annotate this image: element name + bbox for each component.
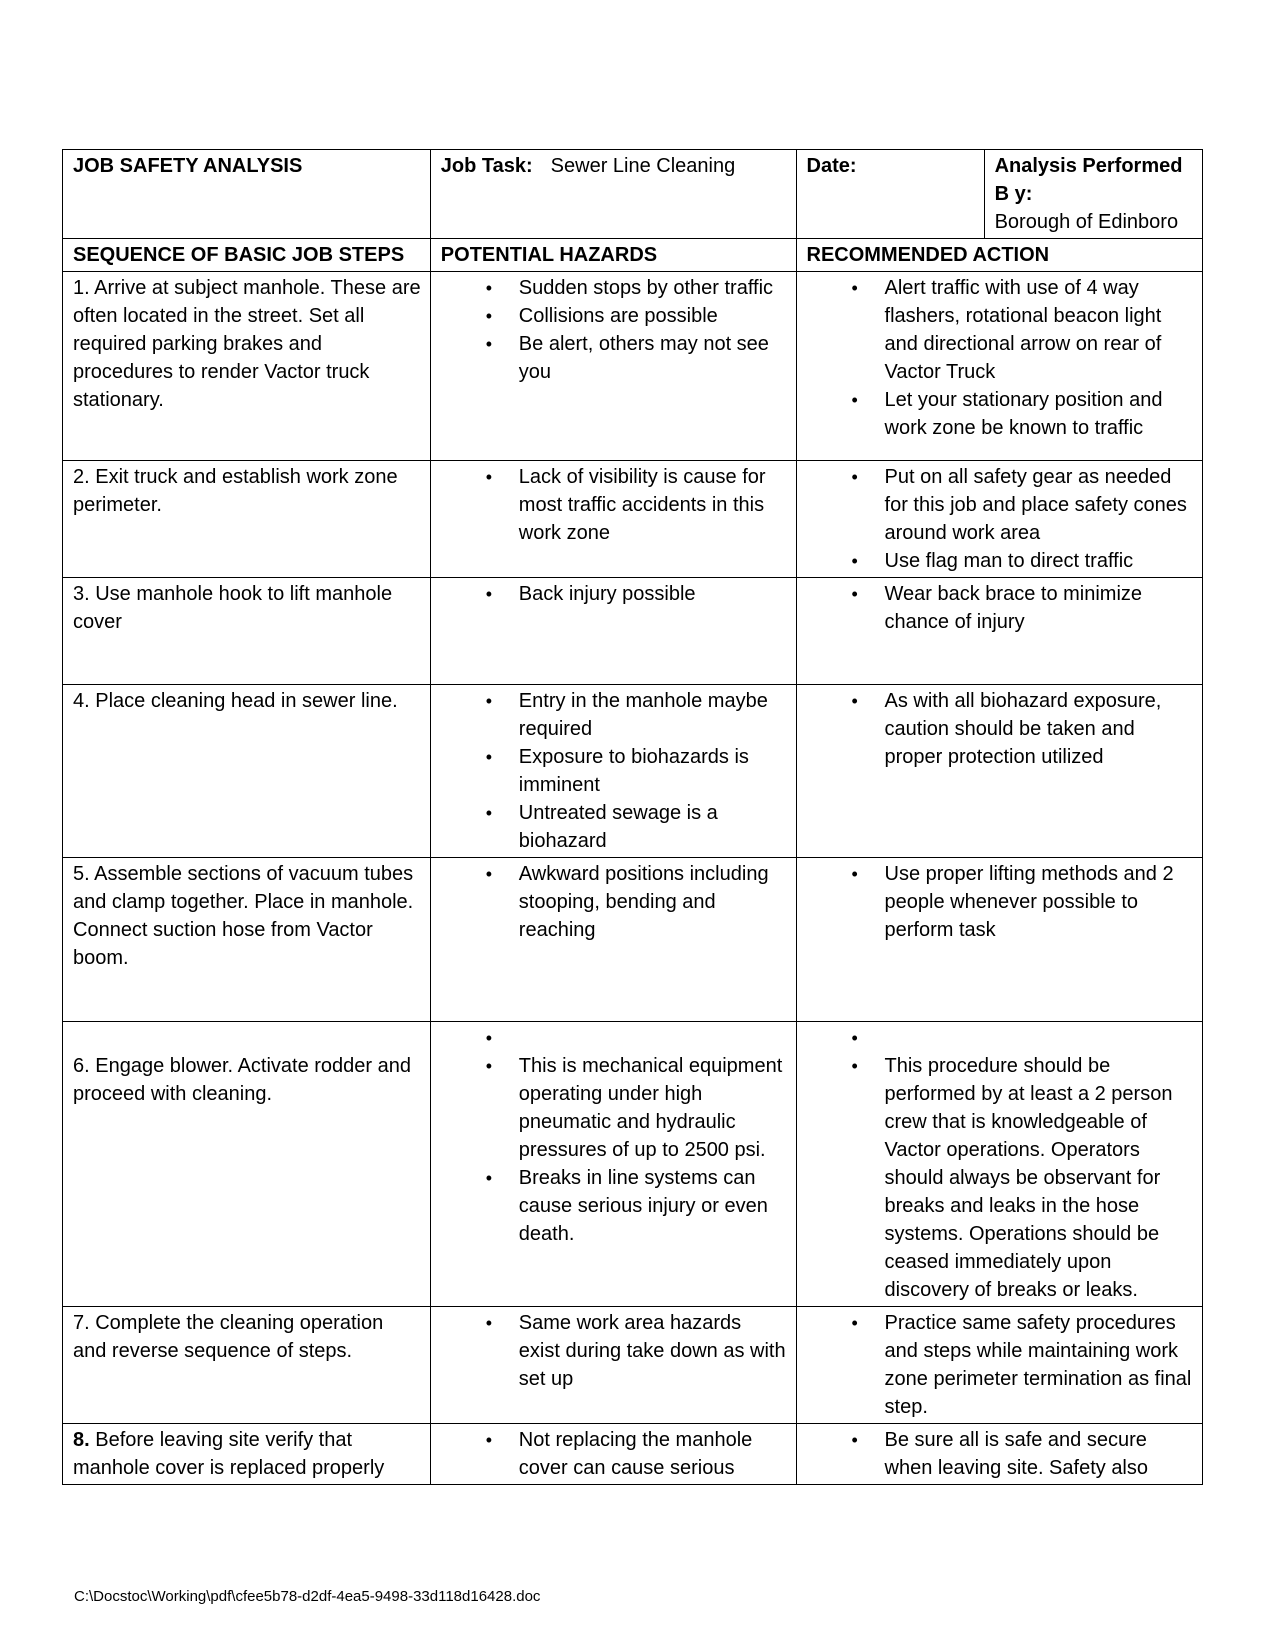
hazards-cell (430, 858, 796, 1022)
step-text: Before leaving site verify that manhole cover is replaced properly (73, 1429, 385, 1479)
hazard-item: • Entry in the manhole maybe required (441, 687, 788, 743)
action-item: • Be sure all is safe and secure when leaving site. Safety also (807, 1426, 1194, 1482)
hazard-item: • Untreated sewage is a biohazard (441, 799, 788, 855)
table-row (63, 685, 1203, 858)
action-item: • Practice same safety procedures and steps while maintaining work zone perimeter termination as final step. (807, 1309, 1194, 1421)
actions-cell (796, 1424, 1202, 1485)
performed-by-label: Analysis Performed B y: (994, 155, 1183, 205)
action-item: • Put on all safety gear as needed for this job and place safety cones around work area (807, 463, 1194, 547)
step-text: 6. Engage blower. Activate rodder and proceed with cleaning. (73, 1055, 412, 1105)
hazards-cell (430, 1022, 796, 1307)
step-cell (63, 461, 431, 578)
date-cell (796, 150, 984, 239)
table-row (63, 461, 1203, 578)
action-item: • As with all biohazard exposure, caution should be taken and proper protection utilized (807, 687, 1194, 771)
action-item: • Let your stationary position and work zone be known to traffic (807, 386, 1194, 442)
step-cell (63, 1307, 431, 1424)
hazards-cell (430, 1424, 796, 1485)
step-cell (63, 1022, 431, 1307)
actions-cell (796, 1307, 1202, 1424)
job-safety-analysis-table (62, 149, 1203, 1485)
jsa-title: JOB SAFETY ANALYSIS (73, 155, 303, 177)
hazard-item: • Exposure to biohazards is imminent (441, 743, 788, 799)
action-item (807, 1024, 1194, 1052)
action-item: • Use flag man to direct traffic (807, 547, 1194, 575)
header-row (63, 150, 1203, 239)
date-label: Date: (806, 155, 857, 177)
hazard-item: • Awkward positions including stooping, bending and reaching (441, 860, 788, 944)
actions-cell (796, 1022, 1202, 1307)
actions-cell (796, 858, 1202, 1022)
column-header-steps: SEQUENCE OF BASIC JOB STEPS (63, 239, 431, 272)
step-number: 8. (73, 1429, 90, 1451)
job-task-label: Job Task: (440, 155, 533, 177)
hazard-item: • Lack of visibility is cause for most traffic accidents in this work zone (441, 463, 788, 547)
actions-cell (796, 272, 1202, 461)
action-item: • Use proper lifting methods and 2 people whenever possible to perform task (807, 860, 1194, 944)
step-cell (63, 858, 431, 1022)
step-text: 7. Complete the cleaning operation and reverse sequence of steps. (73, 1312, 384, 1362)
hazard-item: • Be alert, others may not see you (441, 330, 788, 386)
hazard-item: • This is mechanical equipment operating under high pneumatic and hydraulic pressures of up to 2500 psi. (441, 1052, 788, 1164)
hazards-cell (430, 578, 796, 685)
step-text: 3. Use manhole hook to lift manhole cover (73, 583, 393, 633)
job-task-value: Sewer Line Cleaning (550, 155, 736, 177)
column-header-actions: RECOMMENDED ACTION (796, 239, 1202, 272)
hazards-cell (430, 461, 796, 578)
performed-by-cell (984, 150, 1202, 239)
hazards-cell (430, 1307, 796, 1424)
actions-cell (796, 461, 1202, 578)
step-cell (63, 1424, 431, 1485)
actions-cell (796, 578, 1202, 685)
hazard-item: • Not replacing the manhole cover can cause serious (441, 1426, 788, 1482)
table-row (63, 578, 1203, 685)
step-cell (63, 685, 431, 858)
table-row (63, 858, 1203, 1022)
step-cell (63, 272, 431, 461)
step-cell (63, 578, 431, 685)
step-text: 4. Place cleaning head in sewer line. (73, 690, 398, 712)
file-path-footer: C:\Docstoc\Working\pdf\cfee5b78-d2df-4ea5-9498-33d118d16428.doc (74, 1588, 541, 1605)
job-task-cell (430, 150, 796, 239)
hazard-item: • Same work area hazards exist during take down as with set up (441, 1309, 788, 1393)
hazard-item (441, 1024, 788, 1052)
hazard-item: • Back injury possible (441, 580, 788, 608)
column-header-row (63, 239, 1203, 272)
step-text: 5. Assemble sections of vacuum tubes and clamp together. Place in manhole. Connect suction hose from Vactor boom. (73, 863, 414, 969)
hazard-item: • Sudden stops by other traffic (441, 274, 788, 302)
hazard-item: • Breaks in line systems can cause serious injury or even death. (441, 1164, 788, 1248)
table-row (63, 1307, 1203, 1424)
step-text: 1. Arrive at subject manhole. These are often located in the street. Set all required parking brakes and procedures to render Vactor truck stationary. (73, 277, 421, 411)
actions-cell (796, 685, 1202, 858)
hazards-cell (430, 685, 796, 858)
action-item: • This procedure should be performed by at least a 2 person crew that is knowledgeable of Vactor operations. Operators should always be observant for breaks and leaks in the hose systems. Operations should be ceased immediately upon discovery of breaks or leaks. (807, 1052, 1194, 1304)
performed-by-value: Borough of Edinboro (994, 211, 1179, 233)
column-header-hazards: POTENTIAL HAZARDS (430, 239, 796, 272)
table-row (63, 1424, 1203, 1485)
hazard-item: • Collisions are possible (441, 302, 788, 330)
step-text: 2. Exit truck and establish work zone perimeter. (73, 466, 398, 516)
action-item: • Alert traffic with use of 4 way flashers, rotational beacon light and directional arrow on rear of Vactor Truck (807, 274, 1194, 386)
table-row (63, 1022, 1203, 1307)
action-item: • Wear back brace to minimize chance of injury (807, 580, 1194, 636)
jsa-title-cell (63, 150, 431, 239)
table-row (63, 272, 1203, 461)
hazards-cell (430, 272, 796, 461)
